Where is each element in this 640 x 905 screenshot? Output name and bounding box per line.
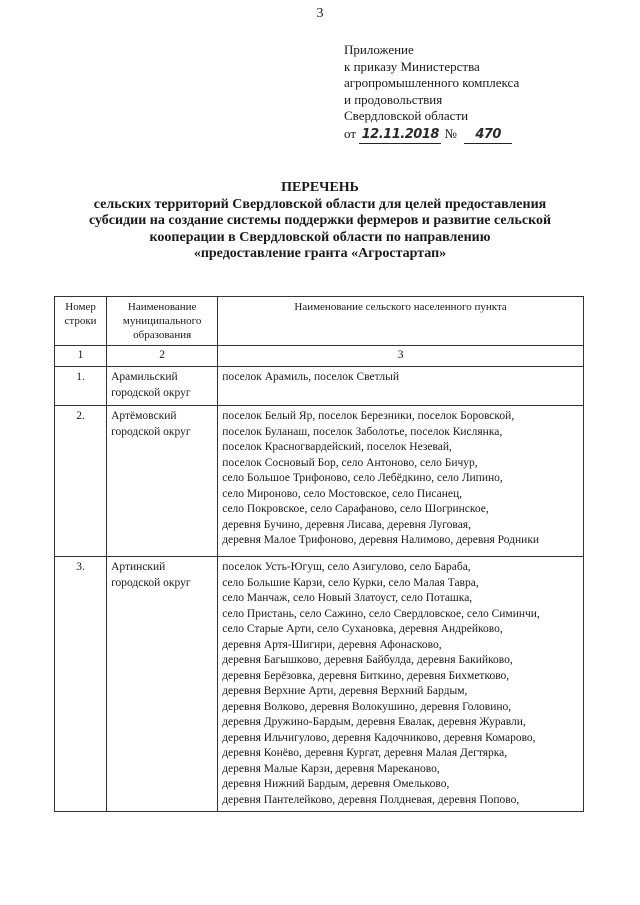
- settlement-line: поселок Усть-Югуш, село Азигулово, село Бараба,: [222, 561, 471, 573]
- municipality-cell: [107, 367, 218, 406]
- table-row: [55, 367, 584, 406]
- header-text: образования: [133, 329, 192, 341]
- column-number-row: [55, 346, 584, 367]
- table-row: [55, 557, 584, 812]
- row-number: 2.: [55, 406, 107, 557]
- municipality-text: городской округ: [111, 386, 191, 399]
- settlement-line: село Мироново, село Мостовское, село Писанец,: [222, 487, 462, 500]
- annex-line: и продовольствия: [344, 91, 443, 107]
- header-municipality: [107, 297, 218, 346]
- table-header-row: [55, 297, 584, 346]
- settlement-line: деревня Багышково, деревня Байбулда, деревня Бакийково,: [222, 654, 513, 666]
- settlement-line: поселок Сосновый Бор, село Антоново, село Бичур,: [222, 456, 478, 469]
- settlement-line: деревня Верхние Арти, деревня Верхний Бардым,: [222, 685, 468, 697]
- header-text: Наименование сельского населенного пункта: [294, 301, 507, 313]
- settlement-line: село Манчаж, село Новый Златоуст, село Поташка,: [222, 592, 473, 604]
- column-number: 1: [55, 346, 107, 367]
- header-settlement: [218, 297, 584, 346]
- municipality-text: Артёмовский: [111, 410, 177, 422]
- municipality-text: Арамильский: [111, 371, 178, 383]
- settlement-line: поселок Белый Яр, поселок Березники, поселок Боровской,: [222, 410, 515, 422]
- settlement-line: село Большое Трифоново, село Лебёдкино, село Липино,: [222, 472, 503, 484]
- settlement-line: село Покровское, село Сарафаново, село Шогринское,: [222, 503, 489, 515]
- order-date-number-row: [344, 126, 519, 145]
- settlement-line: деревня Малое Трифоново, деревня Налимово, деревня Родники: [222, 534, 540, 546]
- settlement-line: деревня Артя-Шигири, деревня Афонасково,: [222, 638, 442, 651]
- header-row-number: [55, 297, 107, 346]
- territories-table: [54, 296, 584, 812]
- header-text: Номер: [65, 301, 96, 313]
- heading-line: «предоставление гранта «Агростартап»: [193, 246, 447, 261]
- settlement-line: село Пристань, село Сажино, село Свердловское, село Симинчи,: [222, 607, 540, 620]
- document-heading: [40, 180, 600, 263]
- municipality-text: Артинский: [111, 561, 166, 573]
- page-number: 3: [316, 6, 324, 21]
- heading-title: ПЕРЕЧЕНЬ: [281, 180, 359, 195]
- annex-block: [344, 42, 519, 144]
- column-number: 3: [218, 346, 584, 367]
- municipality-text: городской округ: [111, 576, 191, 589]
- annex-line: агропромышленного комплекса: [344, 75, 520, 90]
- settlement-line: поселок Арамиль, поселок Светлый: [222, 371, 400, 383]
- header-text: Наименование: [127, 301, 197, 313]
- settlement-line: деревня Волково, деревня Волокушино, деревня Головино,: [222, 700, 512, 713]
- settlement-line: село Старые Арти, село Сухановка, деревня Андрейково,: [222, 623, 503, 635]
- settlements-cell: [218, 557, 584, 812]
- settlements-cell: [218, 406, 584, 557]
- settlement-line: деревня Пантелейково, деревня Полдневая, деревня Попово,: [222, 793, 520, 806]
- annex-line: Приложение: [344, 42, 414, 57]
- row-number: 3.: [55, 557, 107, 812]
- date-prefix: от: [344, 125, 357, 141]
- municipality-cell: [107, 557, 218, 812]
- settlements-cell: [218, 367, 584, 406]
- municipality-text: городской округ: [111, 425, 191, 438]
- settlement-line: поселок Красногвардейский, поселок Незевай,: [222, 441, 452, 453]
- handwritten-date: 12.11.2018: [359, 127, 441, 145]
- number-prefix: №: [444, 125, 457, 141]
- settlement-line: деревня Дружино-Бардым, деревня Евалак, деревня Журавли,: [222, 716, 526, 728]
- annex-line: Свердловской области: [344, 108, 469, 123]
- settlement-line: деревня Бучино, деревня Лисава, деревня Луговая,: [222, 518, 471, 531]
- municipality-cell: [107, 406, 218, 557]
- settlement-line: деревня Малые Карзи, деревня Мареканово,: [222, 762, 440, 775]
- heading-line: кооперации в Свердловской области по направлению: [149, 229, 491, 245]
- row-number: 1.: [55, 367, 107, 406]
- settlement-line: деревня Нижний Бардым, деревня Омельково,: [222, 778, 450, 790]
- settlement-line: деревня Берёзовка, деревня Биткино, деревня Бихметково,: [222, 669, 510, 682]
- column-number: 2: [107, 346, 218, 367]
- header-text: строки: [64, 315, 97, 327]
- annex-line: к приказу Министерства: [344, 58, 480, 74]
- settlement-line: деревня Конёво, деревня Кургат, деревня Малая Дегтярка,: [222, 747, 508, 759]
- heading-line: сельских территорий Свердловской области для целей предоставления: [93, 196, 547, 212]
- handwritten-number: 470: [464, 127, 512, 145]
- table-row: [55, 406, 584, 557]
- settlement-line: поселок Буланаш, поселок Заболотье, поселок Кислянка,: [222, 425, 503, 438]
- settlement-line: деревня Ильчигулово, деревня Кадочниково, деревня Комарово,: [222, 731, 536, 744]
- header-text: муниципального: [122, 315, 202, 327]
- settlement-line: село Большие Карзи, село Курки, село Малая Тавра,: [222, 576, 479, 589]
- heading-line: субсидии на создание системы поддержки фермеров и развитие сельской: [88, 213, 552, 228]
